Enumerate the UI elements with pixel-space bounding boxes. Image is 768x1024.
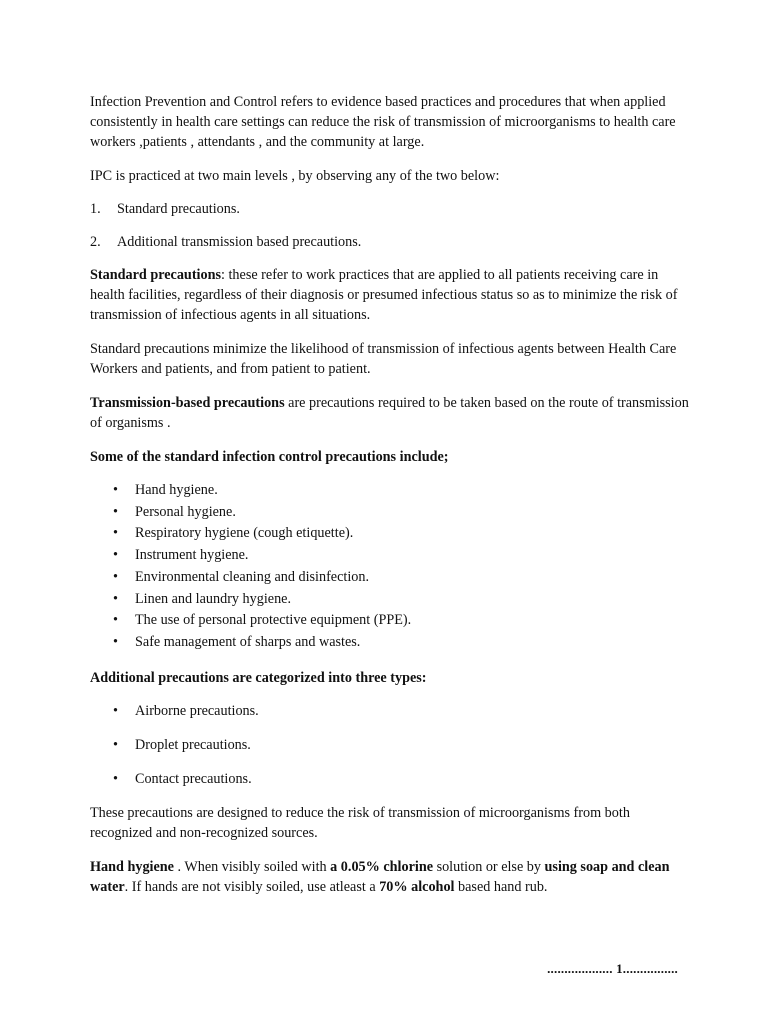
definition-text: : these refer to work practices that are applied to all patients receiving care in health facilities, regardless of their diagnosis or presumed infectious status so as to minimize the risk of transmission of infectious agents in all situations. [90,267,678,323]
bullet-icon: • [113,702,118,719]
text-run: . If hands are not visibly soiled, use atleast a [124,878,380,895]
list-item [90,523,690,545]
list-item-text: Instrument hygiene. [135,547,249,564]
term-bold: Transmission-based precautions [90,395,285,411]
list-item [90,589,690,611]
text-run: solution or else by [433,858,545,875]
list-item-text: Hand hygiene. [135,482,218,498]
standard-precautions-list [90,480,690,654]
precautions-designed-paragraph: These precautions are designed to reduce the risk of transmission of microorganisms from both recognized and non-recognized sources. [90,804,630,841]
levels-list-item [90,199,690,219]
bold-run: a 0.05% chlorine [330,858,434,875]
standard-list-heading: Some of the standard infection control precautions include; [90,449,449,465]
page-footer: ................... 1................ [547,961,678,976]
bullet-icon: • [113,547,118,564]
bullet-icon: • [113,770,118,787]
list-item-text: Contact precautions. [135,770,252,787]
definition-text: are precautions required to be taken based on the route of transmission of organisms . [90,395,689,431]
list-item [90,502,690,524]
bullet-icon: • [113,633,118,650]
list-item-text: Droplet precautions. [135,736,251,753]
bullet-icon: • [113,482,118,498]
list-item-text: Additional transmission based precautions. [117,234,362,250]
additional-precautions-list [90,701,690,790]
list-item [90,480,690,502]
list-item [90,545,690,567]
standard-minimize-paragraph: Standard precautions minimize the likelihood of transmission of infectious agents between Health Care Workers and patients, and from patient to patient. [90,341,677,377]
document-body [90,92,690,911]
hand-hygiene-paragraph [90,857,690,897]
levels-list [90,199,690,252]
list-item-text: Environmental cleaning and disinfection. [135,568,370,585]
bullet-icon: • [113,612,118,629]
list-item-text: Safe management of sharps and wastes. [135,633,361,650]
bold-run: using soap and clean water [90,858,670,895]
list-item [90,769,690,790]
intro-paragraph: Infection Prevention and Control refers to evidence based practices and procedures that when applied consistently in health care settings can reduce the risk of transmission of microorganisms to health care workers ,patients , attendants , and the community at large. [90,94,676,150]
bullet-icon: • [113,736,118,753]
additional-precautions-heading: Additional precautions are categorized into three types: [90,669,427,686]
term-bold: Hand hygiene [90,858,174,875]
bullet-icon: • [113,568,118,585]
list-item [90,735,690,756]
list-item-text: Standard precautions. [117,201,240,217]
list-number: 2. [90,234,101,250]
bold-run: 70% alcohol [379,878,455,895]
levels-intro-paragraph: IPC is practiced at two main levels , by observing any of the two below: [90,168,500,184]
list-item [90,632,690,654]
bullet-icon: • [113,525,118,542]
list-item-text: The use of personal protective equipment (PPE). [135,612,412,629]
list-number: 1. [90,201,101,217]
text-run: . When visibly soiled with [173,858,331,875]
list-item [90,701,690,722]
term-bold: Standard precautions [90,267,221,283]
list-item-text: Respiratory hygiene (cough etiquette). [135,525,354,542]
list-item [90,567,690,589]
list-item-text: Linen and laundry hygiene. [135,590,292,607]
bullet-icon: • [113,503,118,520]
bullet-icon: • [113,590,118,607]
list-item-text: Airborne precautions. [135,702,259,719]
text-run: based hand rub. [454,878,548,895]
list-item-text: Personal hygiene. [135,503,236,520]
list-item [90,610,690,632]
standard-precautions-definition [90,265,690,325]
transmission-precautions-definition [90,393,690,433]
levels-list-item [90,232,690,252]
